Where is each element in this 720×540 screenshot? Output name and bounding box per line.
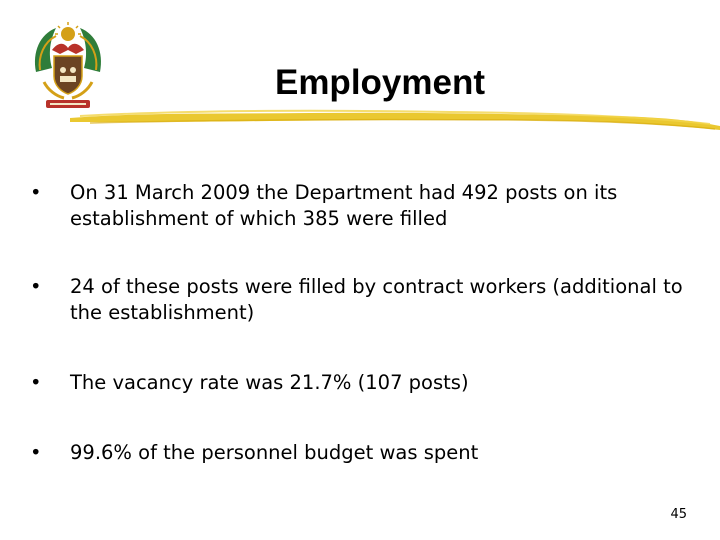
bullet-item — [28, 180, 698, 232]
bullet-item — [28, 440, 698, 466]
bullet-text: 99.6% of the personnel budget was spent — [70, 441, 479, 464]
bullet-list — [28, 180, 698, 466]
bullet-icon: • — [30, 371, 42, 394]
bullet-item — [28, 274, 698, 326]
bullet-icon: • — [30, 441, 42, 464]
bullet-text: The vacancy rate was 21.7% (107 posts) — [70, 371, 469, 394]
bullet-item — [28, 370, 698, 396]
bullet-text: 24 of these posts were filled by contract workers (additional to the establishment) — [70, 275, 683, 324]
title-underline — [70, 104, 720, 132]
coat-of-arms-icon — [30, 20, 106, 112]
bullet-text: On 31 March 2009 the Department had 492 posts on its establishment of which 385 were filled — [70, 181, 618, 230]
slide-title: Employment — [274, 63, 486, 102]
bullet-icon: • — [30, 181, 42, 204]
page-number: 45 — [670, 507, 687, 522]
bullet-icon: • — [30, 275, 42, 298]
